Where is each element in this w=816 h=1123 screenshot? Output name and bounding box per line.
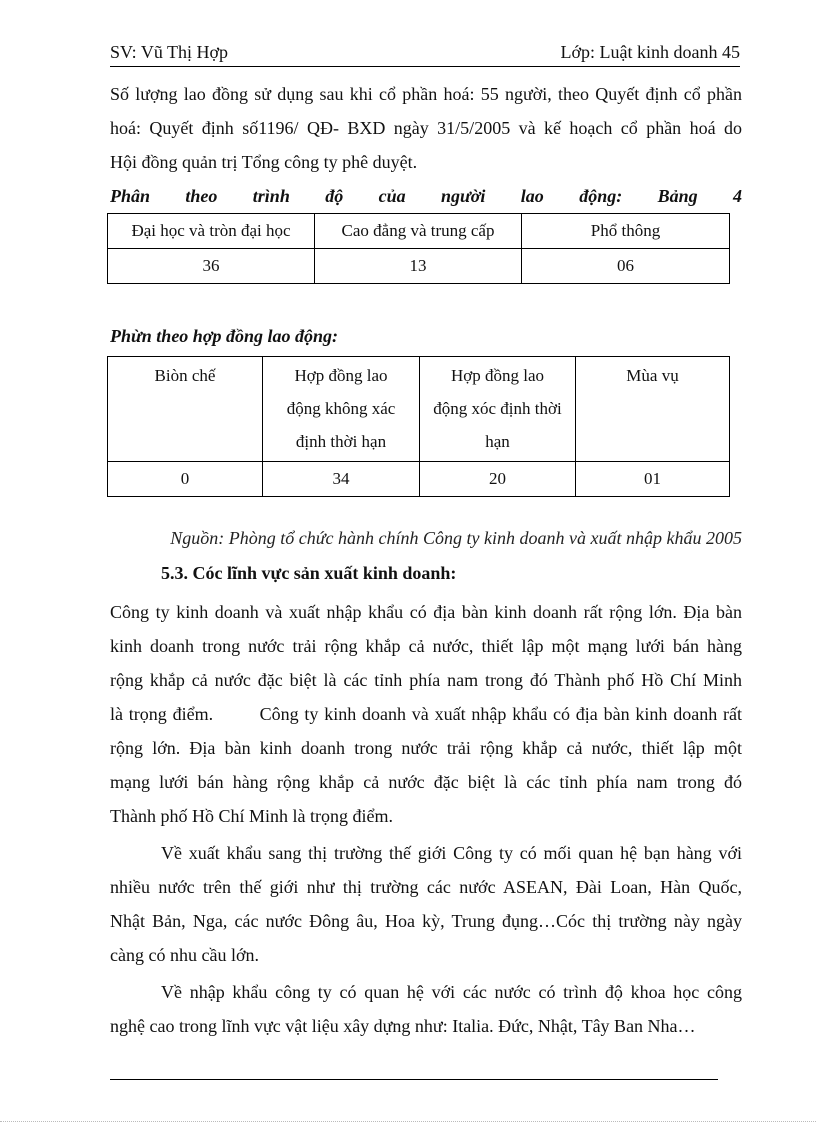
para2-line-4: càng có nhu cầu lớn.: [110, 945, 259, 965]
section-title: 5.3. Cóc lĩnh vực sản xuất kinh doanh:: [161, 563, 457, 583]
header-line: Hợp đồng lao: [294, 366, 388, 385]
header-cell: Phổ thông: [522, 214, 730, 249]
header-cell: [420, 357, 576, 462]
caption-word: người: [440, 186, 486, 206]
contract-table: [107, 356, 730, 497]
para1-line-4: là trọng điểm. Công ty kinh doanh và xuất nhập khẩu có địa bàn kinh doanh rất: [110, 704, 742, 724]
table-row: [108, 462, 730, 497]
header-cell: Cao đẳng và trung cấp: [315, 214, 522, 249]
header-line: định thời hạn: [295, 432, 387, 451]
page-edge: [0, 1121, 816, 1122]
para1-line-1: Công ty kinh doanh và xuất nhập khẩu có địa bàn kinh doanh rất rộng lớn. Địa bàn: [110, 602, 742, 622]
table2-caption: Phừn theo hợp đồng lao động:: [110, 326, 338, 346]
intro-line-1: Số lượng lao đồng sử dụng sau khi cổ phần hoá: 55 người, theo Quyết định cổ phần: [110, 84, 742, 104]
value-cell: 13: [315, 249, 522, 284]
student-name: SV: Vũ Thị Hợp: [110, 42, 229, 62]
header-cell: Đại học và tròn đại học: [108, 214, 315, 249]
para1-line-5: rộng lớn. Địa bàn kinh doanh trong nước trải rộng khắp cả nước, thiết lập một: [110, 738, 742, 758]
value-cell: 01: [576, 462, 730, 497]
table1-caption: [110, 179, 742, 213]
table-row: [108, 249, 730, 284]
para2-line-3: Nhật Bản, Nga, các nước Đông âu, Hoa kỳ, Trung đụng…Cóc thị trường này ngày: [110, 911, 742, 931]
value-cell: 20: [420, 462, 576, 497]
source-note: Nguồn: Phòng tổ chức hành chính Công ty kinh doanh và xuất nhập khẩu 2005: [170, 528, 742, 548]
value-cell: 06: [522, 249, 730, 284]
value-cell: 36: [108, 249, 315, 284]
header-cell: [576, 357, 730, 462]
class-name: Lớp: Luật kinh doanh 45: [560, 42, 740, 62]
para1-line-6: mạng lưới bán hàng rộng khắp cả nước đặc biệt là các tỉnh phía nam trong đó: [110, 772, 742, 792]
caption-word: Phân: [110, 186, 151, 206]
header-line: Hợp đồng lao: [450, 366, 545, 385]
value-cell: 34: [263, 462, 420, 497]
caption-word: theo: [185, 186, 218, 206]
intro-line-2: hoá: Quyết định số1196/ QĐ- BXD ngày 31/5/2005 và kế hoạch cổ phần hoá do: [110, 118, 742, 138]
header-line: động xóc định thời: [433, 399, 562, 418]
education-table: [107, 213, 730, 284]
intro-line-3: Hội đồng quản trị Tổng công ty phê duyệt.: [110, 152, 418, 172]
header-line: hạn: [485, 432, 510, 451]
header-cell: [263, 357, 420, 462]
header-line: Mùa vụ: [626, 366, 679, 385]
para1-line-2: kinh doanh trong nước trải rộng khắp cả nước, thiết lập một mạng lưới bán hàng: [110, 636, 742, 656]
para1-line-7: Thành phố Hồ Chí Minh là trọng điểm.: [110, 806, 393, 826]
caption-word: 4: [732, 186, 742, 206]
table-header-row: [108, 357, 730, 462]
caption-word: trình: [252, 186, 290, 206]
caption-word: lao: [520, 186, 544, 206]
para1-line-3: rộng khắp cả nước đặc biệt là các tỉnh phía nam trong đó Thành phố Hồ Chí Minh: [110, 670, 742, 690]
header-line: Biòn chế: [154, 366, 216, 385]
page-header: [110, 40, 740, 67]
footer-divider: [110, 1079, 718, 1080]
caption-word: động:: [579, 186, 623, 206]
table-header-row: [108, 214, 730, 249]
value-cell: 0: [108, 462, 263, 497]
para2-line-2: nhiều nước trên thế giới như thị trường các nước ASEAN, Đài Loan, Hàn Quốc,: [110, 877, 742, 897]
para3-line-1: Về nhập khẩu công ty có quan hệ với các nước có trình độ khoa học công: [161, 982, 742, 1002]
header-cell: [108, 357, 263, 462]
para2-line-1: Về xuất khẩu sang thị trường thế giới Công ty có mối quan hệ bạn hàng với: [161, 843, 742, 863]
caption-word: của: [378, 186, 406, 206]
caption-word: Bảng: [657, 186, 698, 206]
caption-word: độ: [325, 186, 344, 206]
header-line: động không xác: [286, 399, 396, 418]
para3-line-2: nghệ cao trong lĩnh vực vật liệu xây dựng như: Italia. Đức, Nhật, Tây Ban Nha…: [110, 1016, 696, 1036]
